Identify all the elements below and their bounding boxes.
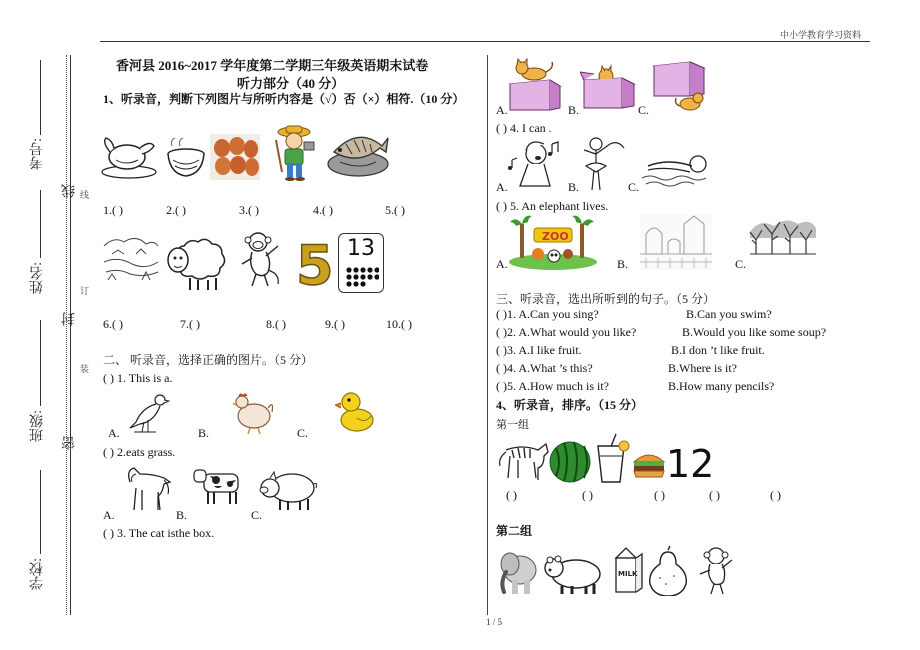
q1-option-c: C. <box>297 426 309 440</box>
q5-option-a: A. <box>496 257 508 271</box>
zoo-sign-text: ZOO <box>542 230 569 243</box>
binding-solid-line <box>70 55 71 615</box>
duck-icon <box>335 388 375 434</box>
forest-icon <box>748 218 818 258</box>
group1-blank-3: ( ) <box>654 488 665 502</box>
section2-q1: ( ) 1. This is a. <box>103 371 173 385</box>
header-right-text: 中小学教育学习资料 <box>780 30 862 40</box>
section3-item1-b: B.Can you swim? <box>686 307 772 321</box>
row1-label-3: 3.( ) <box>239 203 259 217</box>
row2-label-10: 10.( ) <box>386 317 412 331</box>
seal-text-line: 线 <box>62 184 77 198</box>
tiger-icon <box>496 436 550 482</box>
exam-no-blank <box>40 60 41 135</box>
milk-label-text: MILK <box>618 570 638 578</box>
column-divider <box>487 55 488 615</box>
swimmer-icon <box>640 148 712 188</box>
row2-label-8: 8.( ) <box>266 317 286 331</box>
hen-icon <box>230 390 274 436</box>
row1-label-2: 2.( ) <box>166 203 186 217</box>
number-card-text: 13 <box>347 236 375 261</box>
number-card-dots <box>345 266 379 288</box>
dancer-icon <box>576 134 630 192</box>
section2-q3: ( ) 3. The cat isthe box. <box>103 526 215 540</box>
q2-option-a: A. <box>103 508 115 522</box>
section2-q4: ( ) 4. I can . <box>496 121 552 135</box>
exam-title: 香河县 2016~2017 学年度第二学期三年级英语期末试卷 <box>116 58 429 73</box>
binding-dotted-line <box>66 55 67 615</box>
q1-option-a: A. <box>108 426 120 440</box>
juice-glass-icon <box>592 432 630 484</box>
section1-heading: 1、听录音，判断下列图片与所听内容是（√）否（×）相符.（10 分） <box>103 92 465 106</box>
section3-item5-a: ( )5. A.How much is it? <box>496 379 609 393</box>
river-landscape-icon <box>102 232 160 284</box>
section3-item2-b: B.Would you like some soup? <box>682 325 827 339</box>
big-number-five-text: 5 <box>296 236 334 288</box>
section3-item5-b: B.How many pencils? <box>668 379 775 393</box>
horse-icon <box>120 466 172 512</box>
fish-plate-icon <box>326 122 390 178</box>
cow-icon <box>192 464 246 506</box>
cat-in-box-icon <box>580 62 638 112</box>
row1-label-4: 4.( ) <box>313 203 333 217</box>
row2-label-7: 7.( ) <box>180 317 200 331</box>
q4-option-a: A. <box>496 180 508 194</box>
q3-option-b: B. <box>568 103 580 117</box>
big-number-five <box>292 236 338 288</box>
q2-option-b: B. <box>176 508 188 522</box>
bird-icon <box>128 392 170 436</box>
sheep-icon <box>164 234 230 292</box>
row2-label-9: 9.( ) <box>325 317 345 331</box>
name-label: 姓名: <box>30 262 45 294</box>
number-card-13 <box>338 233 384 293</box>
monkey-small-icon <box>698 546 738 596</box>
zoo-scene-icon <box>508 214 598 270</box>
section3-item3-b: B.I don ’t like fruit. <box>671 343 765 357</box>
milk-carton-icon <box>608 544 644 596</box>
monkey-icon <box>240 230 284 288</box>
boy-singing-icon <box>508 138 564 188</box>
section3-heading: 三、听录音，选出所听到的句子。（5 分） <box>496 292 716 306</box>
group1-label: 第一组 <box>496 419 529 431</box>
elephant-icon <box>496 546 542 598</box>
group1-blank-4: ( ) <box>709 488 720 502</box>
group1-blank-2: ( ) <box>582 488 593 502</box>
school-blank <box>40 470 41 554</box>
cat-on-box-icon <box>506 58 562 114</box>
section2-heading: 二、 听录音，选择正确的图片。（5 分） <box>103 353 314 367</box>
exam-no-label: 考号: <box>30 138 45 170</box>
header-rule <box>100 41 870 42</box>
section3-item4-b: B.Where is it? <box>668 361 737 375</box>
name-blank <box>40 190 41 258</box>
q1-option-b: B. <box>198 426 210 440</box>
cat-beside-box-icon <box>650 56 708 112</box>
section2-q2: ( ) 2.eats grass. <box>103 445 176 459</box>
eggs-icon <box>210 134 260 180</box>
q3-option-c: C. <box>638 103 650 117</box>
small-mark-3: 装 <box>79 364 89 373</box>
seal-text-seal: 封 <box>62 312 77 326</box>
soup-bowl-icon <box>166 138 206 178</box>
q5-option-b: B. <box>617 257 629 271</box>
q4-option-c: C. <box>628 180 640 194</box>
group1-blank-5: ( ) <box>770 488 781 502</box>
section3-item1-a: ( )1. A.Can you sing? <box>496 307 599 321</box>
row1-label-5: 5.( ) <box>385 203 405 217</box>
pig-icon <box>258 466 318 512</box>
farmer-icon <box>272 124 318 182</box>
school-label: 学校: <box>30 558 45 590</box>
small-mark-1: 线 <box>79 190 89 199</box>
seal-text-secret: 密 <box>62 436 77 450</box>
hamburger-icon <box>632 450 666 480</box>
pear-icon <box>646 546 690 596</box>
group2-label: 第二组 <box>496 524 533 538</box>
section3-item4-a: ( )4. A.What ’s this? <box>496 361 593 375</box>
q5-option-c: C. <box>735 257 747 271</box>
class-label: 班级: <box>30 410 45 442</box>
q3-option-a: A. <box>496 103 508 117</box>
watermelon-icon <box>548 440 592 484</box>
q4-option-b: B. <box>568 180 580 194</box>
farm-scene-icon <box>640 214 712 270</box>
class-blank <box>40 320 41 406</box>
q2-option-c: C. <box>251 508 263 522</box>
section3-item2-a: ( )2. A.What would you like? <box>496 325 637 339</box>
section3-item3-a: ( )3. A.I like fruit. <box>496 343 582 357</box>
bear-icon <box>542 550 604 596</box>
row2-label-6: 6.( ) <box>103 317 123 331</box>
exam-subtitle: 听力部分（40 分） <box>237 76 345 91</box>
section2-q5: ( ) 5. An elephant lives. <box>496 199 609 213</box>
page-number: 1 / 5 <box>486 617 503 627</box>
section4-heading: 4、听录音，排序。（15 分） <box>496 398 644 412</box>
roast-chicken-icon <box>100 130 158 180</box>
group1-number: 12 <box>666 442 715 486</box>
group1-blank-1: ( ) <box>506 488 517 502</box>
small-mark-2: 订 <box>79 286 89 295</box>
row1-label-1: 1.( ) <box>103 203 123 217</box>
